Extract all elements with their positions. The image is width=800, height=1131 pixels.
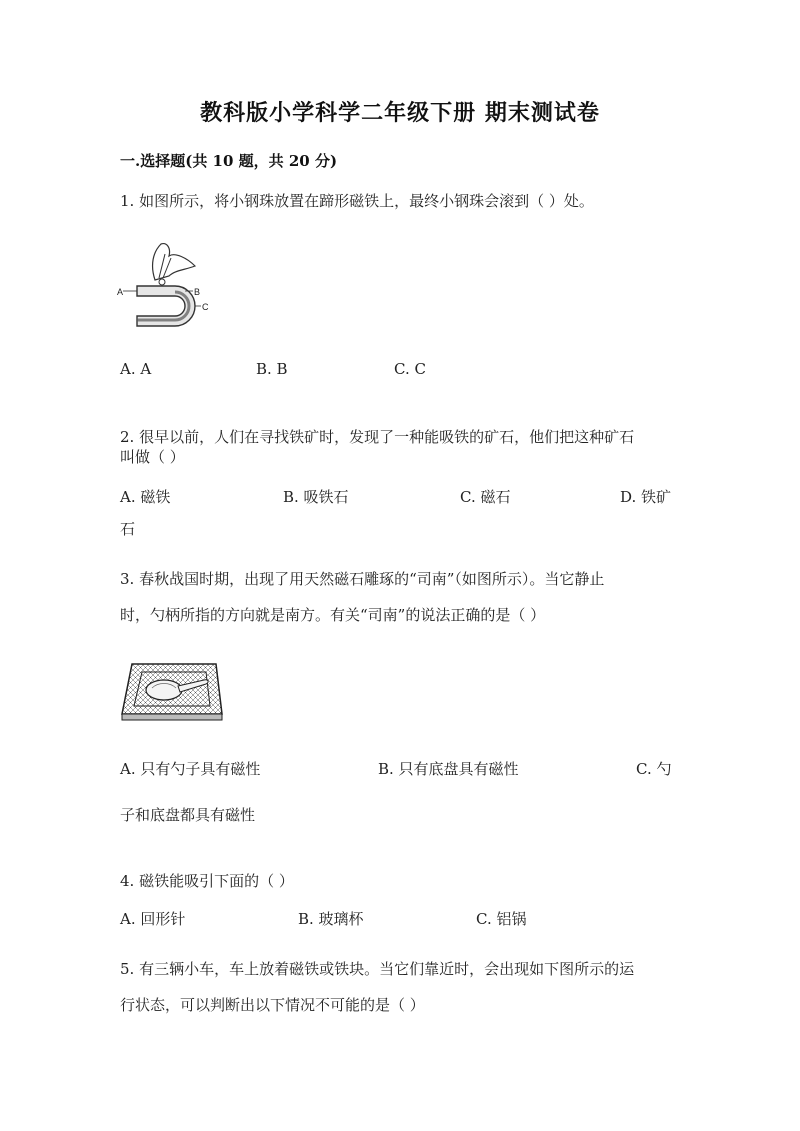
question-5-stem-line1: 5. 有三辆小车，车上放着磁铁或铁块。当它们靠近时，会出现如下图所示的运 [120,960,635,978]
q2-option-d[interactable]: D. 铁矿 [620,488,672,506]
question-1-stem: 1. 如图所示，将小钢珠放置在蹄形磁铁上，最终小钢珠会滚到（ ）处。 [120,192,594,210]
q3-option-c[interactable]: C. 勺 [636,760,672,778]
q1-option-c[interactable]: C. C [394,360,426,378]
question-2-stem-line1: 2. 很早以前，人们在寻找铁矿时，发现了一种能吸铁的矿石，他们把这种矿石 [120,428,635,446]
label-a: A [117,287,124,297]
hand-sketch [153,244,195,280]
horseshoe-magnet-figure [115,240,215,330]
q1-option-a[interactable]: A. A [120,360,152,378]
q2-option-d-wrap: 石 [120,520,136,538]
q4-option-a[interactable]: A. 回形针 [120,910,186,928]
q4-option-c[interactable]: C. 铝锅 [476,910,527,928]
question-4-stem: 4. 磁铁能吸引下面的（ ） [120,872,294,890]
question-3-stem-line2: 时，勺柄所指的方向就是南方。有关“司南”的说法正确的是（ ） [120,606,546,624]
question-3-stem-line1: 3. 春秋战国时期，出现了用天然磁石雕琢的“司南”（如图所示）。当它静止 [120,570,605,588]
sinan-compass-figure [118,660,226,722]
spoon-bowl [146,680,182,700]
q2-option-b[interactable]: B. 吸铁石 [283,488,349,506]
question-5-stem-line2: 行状态，可以判断出以下情况不可能的是（ ） [120,996,425,1014]
q4-option-b[interactable]: B. 玻璃杯 [298,910,364,928]
page-title: 教科版小学科学二年级下册 期末测试卷 [200,100,600,126]
question-2-stem-line2: 叫做（ ） [120,448,185,466]
q2-option-a[interactable]: A. 磁铁 [120,488,171,506]
q3-option-a[interactable]: A. 只有勺子具有磁性 [120,760,261,778]
q1-option-b[interactable]: B. B [256,360,288,378]
label-b: B [194,287,201,297]
section-heading: 一.选择题(共 10 题，共 20 分) [120,152,338,170]
q3-option-b[interactable]: B. 只有底盘具有磁性 [378,760,519,778]
steel-ball [159,279,165,285]
q3-option-c-wrap: 子和底盘都具有磁性 [120,806,256,824]
label-c: C [202,302,209,312]
q2-option-c[interactable]: C. 磁石 [460,488,511,506]
